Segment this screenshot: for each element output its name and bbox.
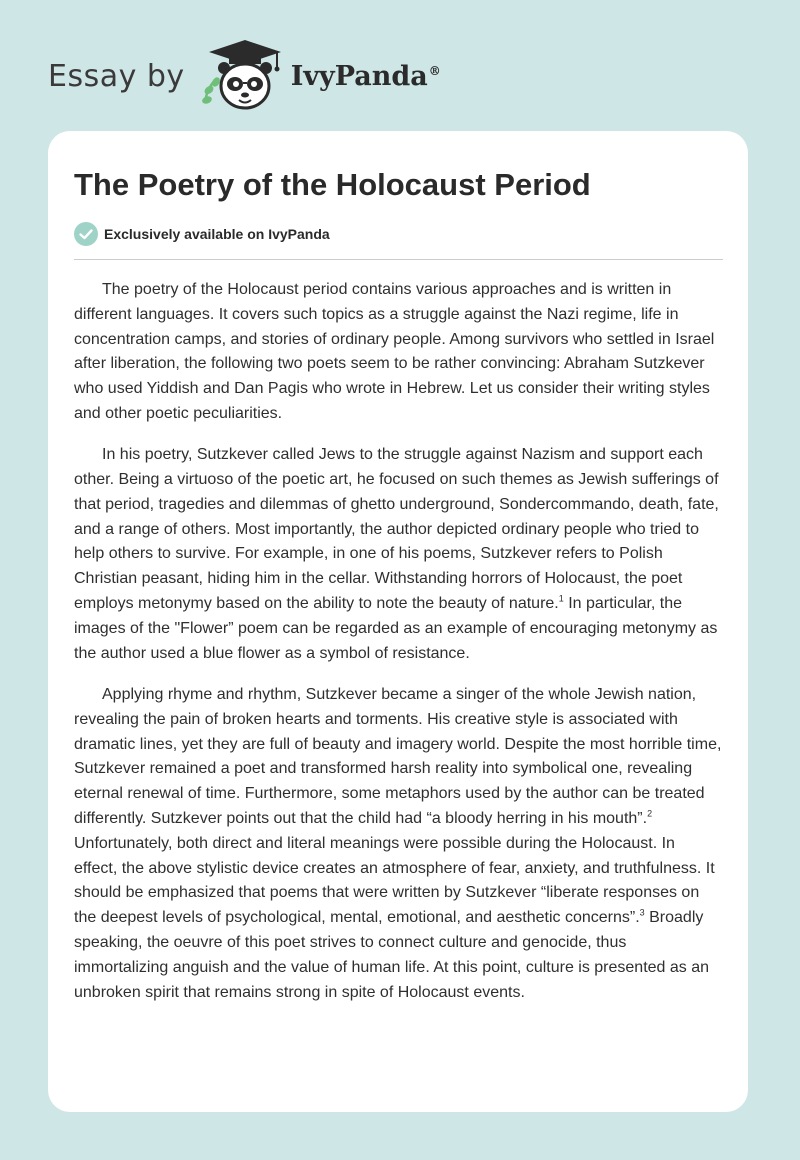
paragraph-3 bbox=[74, 683, 722, 1005]
check-circle-icon bbox=[74, 222, 98, 246]
paragraph-1-text: The poetry of the Holocaust period contains various approaches and is written in different languages. It covers such topics as a struggle against the Nazi regime, life in concentration camps, and stories of ordinary people. Among survivors who settled in Israel after liberation, the following two poets seem to be rather convincing: Abraham Sutzkever who used Yiddish and Dan Pagis who wrote in Hebrew. Let us consider their writing styles and other poetic peculiarities. bbox=[74, 281, 715, 422]
panda-logo-icon[interactable] bbox=[199, 38, 285, 114]
essay-by-label: Essay by bbox=[48, 58, 185, 94]
footnote-ref-3[interactable]: 3 bbox=[639, 907, 645, 918]
site-header bbox=[48, 36, 441, 116]
paragraph-1 bbox=[74, 278, 722, 427]
brand-name[interactable] bbox=[291, 61, 441, 92]
paragraph-2 bbox=[74, 443, 722, 666]
paragraph-2-text-b: In particular, the images of the "Flower” poem can be regarded as an example of encouraging metonymy as the author used a blue flower as a symbol of resistance. bbox=[74, 595, 718, 662]
page-title: The Poetry of the Holocaust Period bbox=[74, 167, 591, 202]
exclusive-badge bbox=[74, 221, 722, 247]
paragraph-3-text-b: Unfortunately, both direct and literal meanings were possible during the Holocaust. In effect, the above stylistic device creates an atmosphere of fear, anxiety, and truthfulness. It should be emphasized that poems that were written by Sutzkever “liberate responses on the deepest levels of psychological, mental, emotional, and aesthetic concerns”. bbox=[74, 834, 715, 927]
paragraph-3-text-a: Applying rhyme and rhythm, Sutzkever became a singer of the whole Jewish nation, revealing the pain of broken hearts and torments. His creative style is associated with dramatic lines, yet they are full of beauty and imagery world. Despite the most horrible time, Sutzkever remained a poet and transformed harsh reality into symbolical one, revealing eternal renewal of time. Furthermore, some metaphors used by the author can be treated differently. Sutzkever points out that the child had “a bloody herring in his mouth”. bbox=[74, 685, 722, 827]
essay-card bbox=[48, 131, 748, 1112]
footnote-ref-1[interactable]: 1 bbox=[558, 593, 564, 604]
registered-mark: ® bbox=[428, 63, 441, 78]
brand-name-text: IvyPanda bbox=[290, 60, 428, 92]
footnote-ref-2[interactable]: 2 bbox=[647, 808, 653, 819]
paragraph-3-text-c: Broadly speaking, the oeuvre of this poet strives to connect culture and genocide, thus immortalizing anguish and the value of human life. At this point, culture is presented as an unbroken spirit that remains strong in spite of Holocaust events. bbox=[74, 909, 710, 1001]
paragraph-2-text-a: In his poetry, Sutzkever called Jews to the struggle against Nazism and support each other. Being a virtuoso of the poetic art, he focused on such themes as Jewish sufferings of that period, tragedies and dilemmas of ghetto underground, Sondercommando, death, fate, and a range of others. Most importantly, the author depicted ordinary people who tried to help others to survive. For example, in one of his poems, Sutzkever refers to Polish Christian peasant, hiding him in the cellar. Withstanding horrors of Holocaust, the poet employs metonymy based on the ability to note the beauty of nature. bbox=[74, 446, 719, 613]
exclusive-label: Exclusively available on IvyPanda bbox=[104, 226, 330, 242]
divider bbox=[74, 259, 723, 260]
essay-body bbox=[74, 278, 722, 1005]
